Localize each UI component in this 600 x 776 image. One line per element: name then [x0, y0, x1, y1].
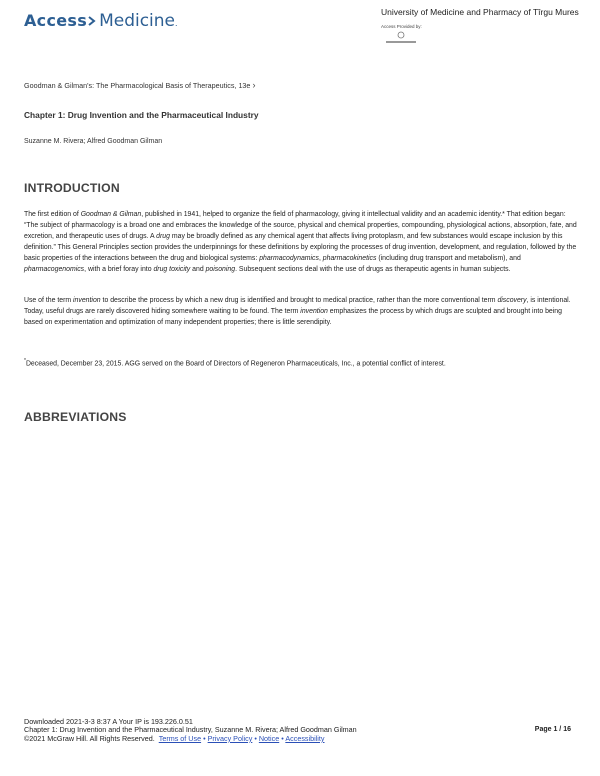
logo-arrow-icon	[88, 16, 96, 26]
terms-of-use-link[interactable]: Terms of Use	[158, 733, 202, 743]
chapter-title: Chapter 1: Drug Invention and the Pharmaceutical Industry	[24, 110, 259, 120]
citation-line: Chapter 1: Drug Invention and the Pharmaceutical Industry, Suzanne M. Rivera; Alfred Goodman Gilman	[24, 725, 357, 735]
accessmedicine-logo[interactable]	[24, 11, 178, 37]
chevron-right-icon[interactable]: ›	[252, 80, 256, 90]
logo-dot: .	[175, 18, 178, 28]
abbreviations-heading[interactable]: ABBREVIATIONS	[24, 410, 127, 424]
copyright-line: ©2021 McGraw Hill. All Rights Reserved. Terms of Use • Privacy Policy • Notice • Accessibility	[24, 733, 325, 743]
logo-medicine-text: Medicine	[99, 11, 176, 31]
privacy-policy-link[interactable]: Privacy Policy	[207, 733, 253, 743]
introduction-heading: INTRODUCTION	[24, 181, 120, 195]
footnote	[24, 356, 580, 369]
page-number: Page 1 / 16	[534, 726, 571, 734]
institution-name: University of Medicine and Pharmacy of Tîrgu Mures	[381, 7, 579, 17]
accessibility-link[interactable]: Accessibility	[285, 733, 325, 743]
footnote-text: Deceased, December 23, 2015. AGG served on the Board of Directors of Regeneron Pharmaceuticals, Inc., a potential conflict of interest.	[25, 360, 446, 368]
page-footer	[24, 718, 576, 743]
provided-by-label: Access Provided by:	[381, 24, 422, 29]
copyright-text: ©2021 McGraw Hill. All Rights Reserved.	[24, 733, 155, 743]
breadcrumb-book-link[interactable]: Goodman & Gilman's: The Pharmacological Basis of Therapeutics, 13e	[24, 80, 251, 90]
provider-logo	[381, 30, 421, 48]
notice-link[interactable]: Notice	[258, 733, 280, 743]
chapter-authors: Suzanne M. Rivera; Alfred Goodman Gilman	[24, 138, 163, 145]
introduction-paragraph-1: The first edition of Goodman & Gilman, published in 1941, helped to organize the field of pharmacology, giving it intellectual validity and an academic identity.* That edition began: “The subject of pharmacology is a broad one and embraces the knowledge of the source, physical and chemical properties, compounding, physiological actions, absorption, fate, and excretion, and therapeutic uses of drugs. A drug may be broadly defined as any chemical agent that affects living protoplasm, and few substances would escape inclusion by this definition.” This General Principles section provides the underpinnings for these definitions by exploring the processes of drug invention, development, and regulation, followed by the basic properties of the interactions between the drug and biological systems: pharmacodynamics, pharmacokinetics (including drug transport and metabolism), and pharmacogenomics, with a brief foray into drug toxicity and poisoning. Subsequent sections deal with the use of drugs as therapeutic agents in human subjects.	[24, 211, 577, 274]
download-info: Downloaded 2021-3-3 8:37 A Your IP is 193.226.0.51	[24, 717, 193, 726]
breadcrumb	[24, 80, 255, 90]
introduction-paragraph-2: Use of the term invention to describe the process by which a new drug is identified and brought to medical practice, rather than the more conventional term discovery, is intentional. Today, useful drugs are rarely discovered hiding somewhere waiting to be found. The term invention emphasizes the process by which drugs are sculpted and brought into being based on experimentation and optimization of many independent properties; there is little serendipity.	[24, 297, 571, 327]
footnote-mark: *	[24, 358, 26, 364]
logo-access-text: Access	[24, 11, 88, 30]
